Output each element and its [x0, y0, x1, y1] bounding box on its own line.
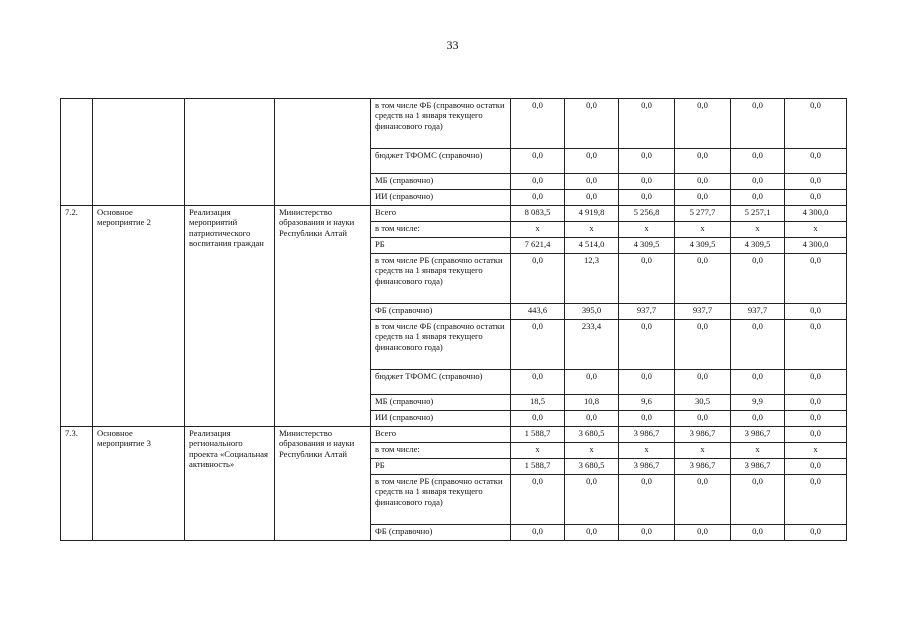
value-cell: 0,0: [731, 254, 785, 304]
value-cell: 0,0: [731, 525, 785, 541]
funding-source-cell: Всего: [371, 206, 511, 222]
value-cell: 0,0: [731, 174, 785, 190]
table-row: [61, 206, 847, 222]
value-cell: х: [565, 443, 619, 459]
value-cell: 10,8: [565, 395, 619, 411]
value-cell: 9,6: [619, 395, 675, 411]
event-name-cell: Основное мероприятие 3: [93, 427, 185, 541]
value-cell: 0,0: [731, 320, 785, 370]
value-cell: 0,0: [785, 427, 847, 443]
value-cell: 4 300,0: [785, 206, 847, 222]
funding-source-cell: в том числе:: [371, 222, 511, 238]
value-cell: 0,0: [731, 190, 785, 206]
value-cell: 0,0: [675, 190, 731, 206]
value-cell: 0,0: [675, 320, 731, 370]
event-description-cell: Реализация мероприятий патриотического воспитания граждан: [185, 206, 275, 427]
value-cell: 3 986,7: [731, 459, 785, 475]
value-cell: 3 986,7: [675, 427, 731, 443]
value-cell: 3 680,5: [565, 459, 619, 475]
value-cell: 0,0: [731, 149, 785, 174]
funding-source-cell: в том числе РБ (справочно остатки средств на 1 января текущего финансового года): [371, 475, 511, 525]
value-cell: х: [785, 443, 847, 459]
value-cell: 0,0: [619, 320, 675, 370]
funding-source-cell: в том числе ФБ (справочно остатки средств на 1 января текущего финансового года): [371, 320, 511, 370]
value-cell: 0,0: [511, 99, 565, 149]
value-cell: х: [511, 222, 565, 238]
value-cell: 5 257,1: [731, 206, 785, 222]
value-cell: 3 986,7: [675, 459, 731, 475]
number-cell: [61, 99, 93, 206]
value-cell: 0,0: [565, 174, 619, 190]
value-cell: 0,0: [565, 525, 619, 541]
value-cell: 0,0: [511, 411, 565, 427]
value-cell: 0,0: [785, 190, 847, 206]
value-cell: 4 309,5: [731, 238, 785, 254]
value-cell: 0,0: [619, 411, 675, 427]
funding-source-cell: ИИ (справочно): [371, 411, 511, 427]
value-cell: 0,0: [785, 254, 847, 304]
table-row: [61, 427, 847, 443]
value-cell: х: [511, 443, 565, 459]
value-cell: 0,0: [619, 149, 675, 174]
value-cell: 0,0: [619, 370, 675, 395]
value-cell: 0,0: [619, 254, 675, 304]
funding-source-cell: РБ: [371, 459, 511, 475]
funding-source-cell: в том числе:: [371, 443, 511, 459]
value-cell: 0,0: [785, 174, 847, 190]
value-cell: 0,0: [785, 99, 847, 149]
value-cell: 0,0: [511, 254, 565, 304]
funding-source-cell: МБ (справочно): [371, 174, 511, 190]
value-cell: 0,0: [619, 475, 675, 525]
value-cell: 3 986,7: [731, 427, 785, 443]
value-cell: 0,0: [619, 190, 675, 206]
funding-source-cell: Всего: [371, 427, 511, 443]
value-cell: 4 919,8: [565, 206, 619, 222]
value-cell: 937,7: [619, 304, 675, 320]
value-cell: 0,0: [785, 525, 847, 541]
value-cell: 233,4: [565, 320, 619, 370]
value-cell: 3 986,7: [619, 427, 675, 443]
value-cell: х: [619, 222, 675, 238]
event-number-cell: 7.2.: [61, 206, 93, 427]
value-cell: 0,0: [675, 149, 731, 174]
funding-source-cell: в том числе ФБ (справочно остатки средств на 1 января текущего финансового года): [371, 99, 511, 149]
value-cell: 0,0: [785, 320, 847, 370]
value-cell: 12,3: [565, 254, 619, 304]
value-cell: 0,0: [619, 99, 675, 149]
funding-source-cell: ФБ (справочно): [371, 304, 511, 320]
event-executor-cell: Министерство образования и науки Республики Алтай: [275, 427, 371, 541]
value-cell: 4 514,0: [565, 238, 619, 254]
event-executor-cell: Министерство образования и науки Республики Алтай: [275, 206, 371, 427]
value-cell: 0,0: [731, 475, 785, 525]
value-cell: 0,0: [731, 99, 785, 149]
value-cell: 4 309,5: [619, 238, 675, 254]
value-cell: 0,0: [675, 99, 731, 149]
value-cell: 0,0: [785, 411, 847, 427]
value-cell: х: [619, 443, 675, 459]
value-cell: 3 986,7: [619, 459, 675, 475]
value-cell: 0,0: [511, 475, 565, 525]
value-cell: 1 588,7: [511, 427, 565, 443]
value-cell: х: [565, 222, 619, 238]
value-cell: 0,0: [565, 475, 619, 525]
value-cell: 0,0: [785, 395, 847, 411]
value-cell: 0,0: [565, 99, 619, 149]
page-number: 33: [446, 38, 459, 52]
value-cell: 5 256,8: [619, 206, 675, 222]
value-cell: 0,0: [785, 370, 847, 395]
value-cell: 0,0: [511, 174, 565, 190]
value-cell: 0,0: [511, 190, 565, 206]
value-cell: х: [731, 222, 785, 238]
value-cell: 0,0: [565, 370, 619, 395]
value-cell: 0,0: [785, 304, 847, 320]
value-cell: 0,0: [511, 149, 565, 174]
value-cell: 0,0: [619, 525, 675, 541]
value-cell: 0,0: [785, 149, 847, 174]
value-cell: 0,0: [731, 411, 785, 427]
value-cell: 30,5: [675, 395, 731, 411]
value-cell: 0,0: [675, 475, 731, 525]
value-cell: 3 680,5: [565, 427, 619, 443]
value-cell: 5 277,7: [675, 206, 731, 222]
value-cell: 0,0: [619, 174, 675, 190]
value-cell: х: [731, 443, 785, 459]
event-description-cell: Реализация регионального проекта «Социальная активность»: [185, 427, 275, 541]
value-cell: 0,0: [675, 174, 731, 190]
value-cell: 4 309,5: [675, 238, 731, 254]
name-cell: [93, 99, 185, 206]
value-cell: 8 083,5: [511, 206, 565, 222]
value-cell: 0,0: [675, 254, 731, 304]
funding-source-cell: бюджет ТФОМС (справочно): [371, 370, 511, 395]
value-cell: 0,0: [675, 411, 731, 427]
value-cell: 0,0: [785, 459, 847, 475]
value-cell: 0,0: [785, 475, 847, 525]
value-cell: 4 300,0: [785, 238, 847, 254]
value-cell: 0,0: [511, 370, 565, 395]
value-cell: 9,9: [731, 395, 785, 411]
funding-source-cell: МБ (справочно): [371, 395, 511, 411]
value-cell: х: [785, 222, 847, 238]
funding-source-cell: в том числе РБ (справочно остатки средств на 1 января текущего финансового года): [371, 254, 511, 304]
value-cell: 0,0: [565, 411, 619, 427]
value-cell: 0,0: [511, 320, 565, 370]
value-cell: х: [675, 222, 731, 238]
budget-table: [60, 98, 847, 541]
value-cell: 937,7: [731, 304, 785, 320]
value-cell: 395,0: [565, 304, 619, 320]
value-cell: 0,0: [675, 525, 731, 541]
value-cell: 0,0: [565, 190, 619, 206]
value-cell: 937,7: [675, 304, 731, 320]
funding-source-cell: бюджет ТФОМС (справочно): [371, 149, 511, 174]
value-cell: 0,0: [675, 370, 731, 395]
description-cell: [185, 99, 275, 206]
funding-source-cell: ИИ (справочно): [371, 190, 511, 206]
value-cell: 1 588,7: [511, 459, 565, 475]
value-cell: х: [675, 443, 731, 459]
value-cell: 0,0: [565, 149, 619, 174]
event-number-cell: 7.3.: [61, 427, 93, 541]
value-cell: 7 621,4: [511, 238, 565, 254]
table-row: [61, 99, 847, 149]
value-cell: 18,5: [511, 395, 565, 411]
executor-cell: [275, 99, 371, 206]
value-cell: 0,0: [731, 370, 785, 395]
value-cell: 0,0: [511, 525, 565, 541]
funding-source-cell: ФБ (справочно): [371, 525, 511, 541]
event-name-cell: Основное мероприятие 2: [93, 206, 185, 427]
funding-source-cell: РБ: [371, 238, 511, 254]
value-cell: 443,6: [511, 304, 565, 320]
